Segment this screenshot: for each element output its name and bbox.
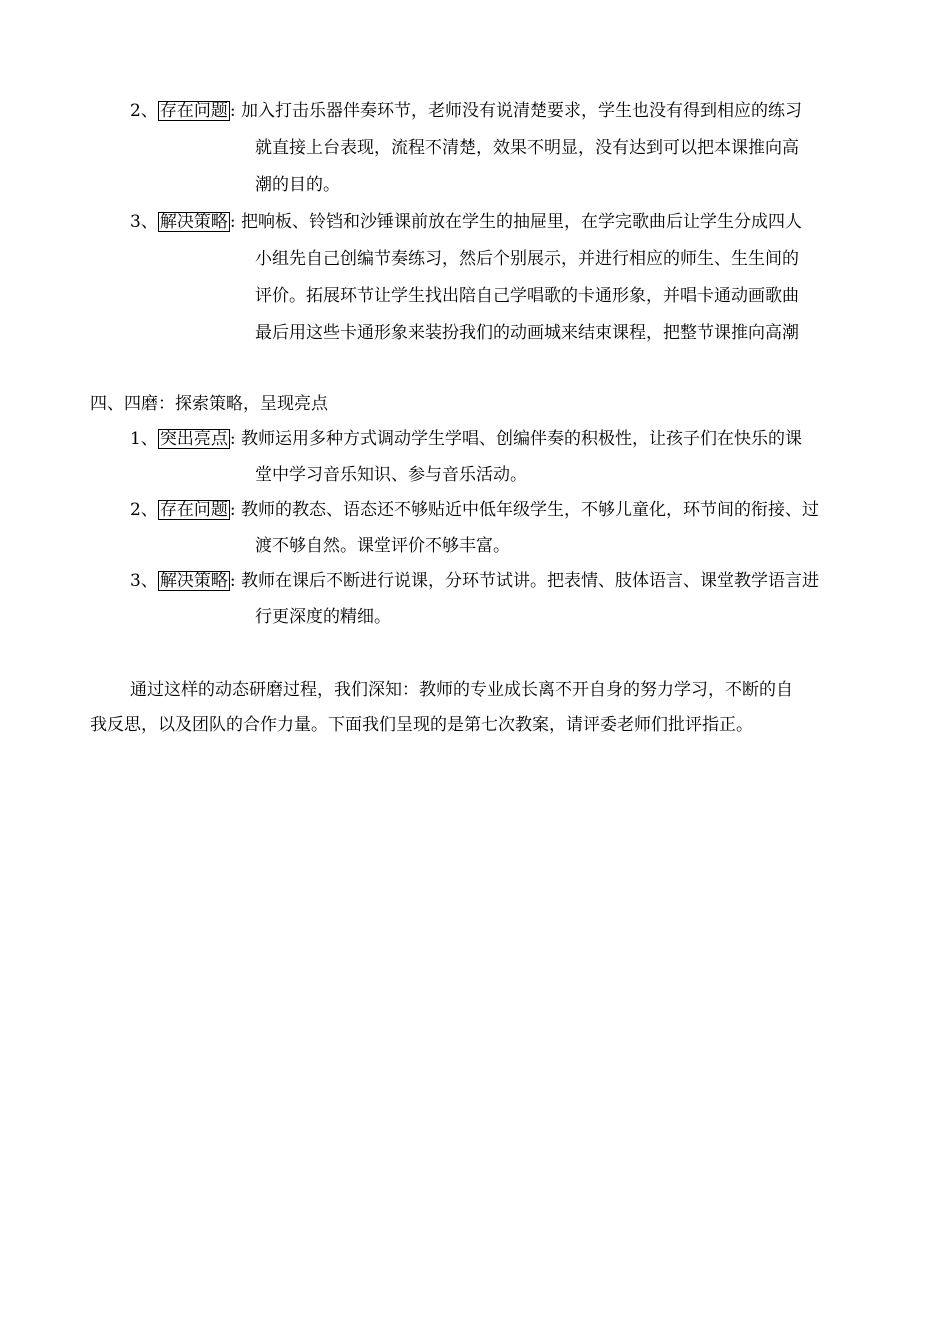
item-colon: : — [229, 429, 236, 449]
item-line: 渡不够自然。课堂评价不够丰富。 — [255, 536, 510, 556]
item-colon: : — [229, 101, 236, 121]
conclusion-line: 通过这样的动态研磨过程，我们深知：教师的专业成长离不开自身的努力学习，不断的自 — [130, 680, 793, 700]
item-line: 行更深度的精细。 — [255, 607, 391, 627]
item-tag: 解决策略 — [159, 571, 228, 591]
item-tag: 存在问题 — [159, 500, 228, 520]
item-tag: 解决策略 — [159, 212, 228, 232]
item-line: 最后用这些卡通形象来装扮我们的动画城来结束课程，把整节课推向高潮 — [255, 323, 799, 343]
item-colon: : — [229, 571, 236, 591]
item-colon: : — [229, 500, 236, 520]
item-label-row — [130, 100, 236, 122]
item-label-row — [130, 428, 236, 450]
item-line: 就直接上台表现，流程不清楚，效果不明显，没有达到可以把本课推向高 — [255, 138, 799, 158]
item-line: 评价。拓展环节让学生找出陪自己学唱歌的卡通形象，并唱卡通动画歌曲 — [255, 286, 799, 306]
item-label-row — [130, 499, 236, 521]
item-line: 教师在课后不断进行说课，分环节试讲。把表情、肢体语言、课堂教学语言进 — [241, 571, 819, 591]
item-number: 3、 — [130, 212, 158, 232]
item-line: 教师运用多种方式调动学生学唱、创编伴奏的积极性，让孩子们在快乐的课 — [241, 429, 802, 449]
item-line: 教师的教态、语态还不够贴近中低年级学生，不够儿童化，环节间的衔接、过 — [241, 500, 819, 520]
conclusion-line: 我反思，以及团队的合作力量。下面我们呈现的是第七次教案，请评委老师们批评指正。 — [90, 715, 753, 735]
item-number: 2、 — [130, 101, 158, 121]
section-heading: 四、四磨：探索策略，呈现亮点 — [90, 394, 328, 414]
item-tag: 突出亮点 — [159, 429, 228, 449]
item-label-row — [130, 211, 236, 233]
item-line: 把响板、铃铛和沙锤课前放在学生的抽屉里，在学完歌曲后让学生分成四人 — [241, 212, 802, 232]
item-label-row — [130, 570, 236, 592]
item-number: 2、 — [130, 500, 158, 520]
item-line: 加入打击乐器伴奏环节，老师没有说清楚要求，学生也没有得到相应的练习 — [241, 101, 802, 121]
item-number: 1、 — [130, 429, 158, 449]
item-line: 小组先自己创编节奏练习，然后个别展示，并进行相应的师生、生生间的 — [255, 249, 799, 269]
item-number: 3、 — [130, 571, 158, 591]
item-colon: : — [229, 212, 236, 232]
item-line: 堂中学习音乐知识、参与音乐活动。 — [255, 465, 527, 485]
item-tag: 存在问题 — [159, 101, 228, 121]
item-line: 潮的目的。 — [255, 175, 340, 195]
